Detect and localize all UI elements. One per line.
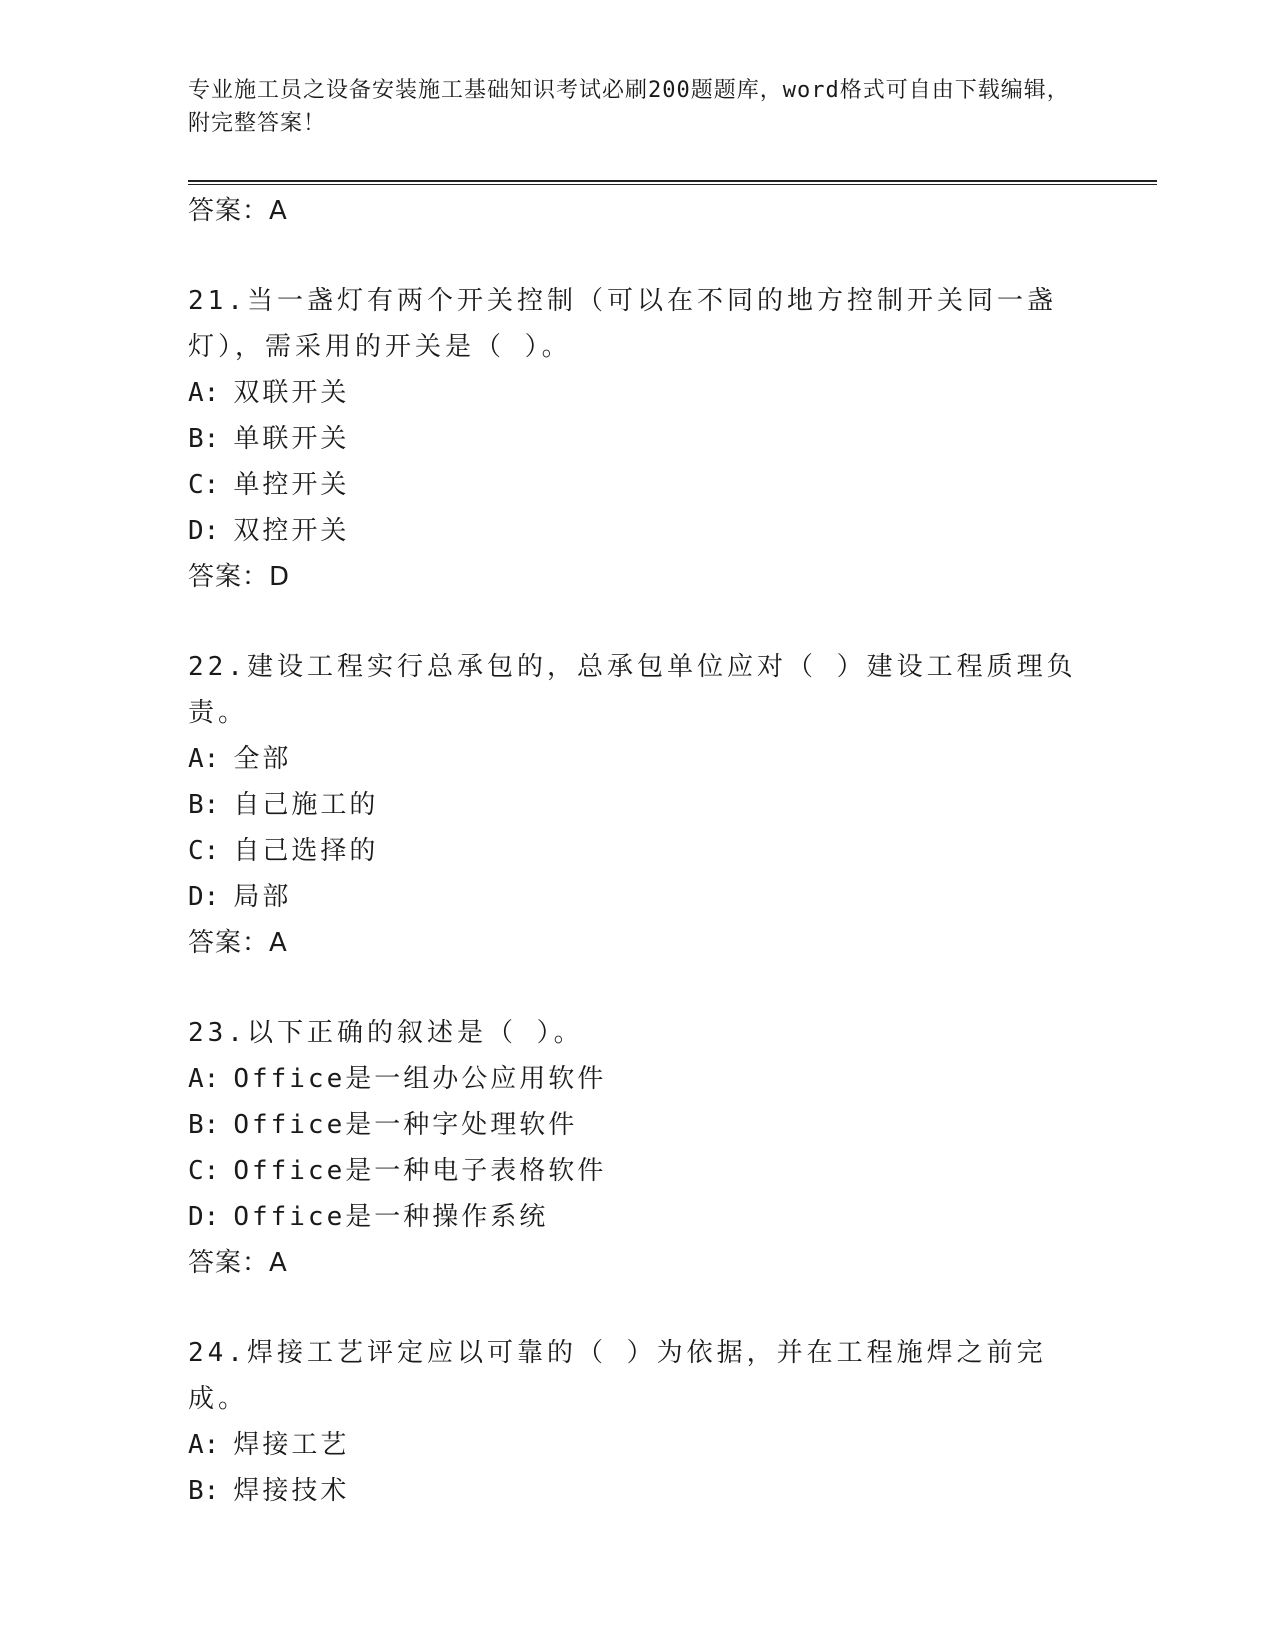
option-key: A: (188, 378, 220, 408)
option-key: D: (188, 882, 220, 912)
option-a (188, 370, 1088, 416)
question-text: 23.以下正确的叙述是（ ）。 (188, 1018, 584, 1048)
option-text: 双控开关 (233, 516, 350, 546)
option-text: 单控开关 (233, 470, 350, 500)
option-text: Office是一种操作系统 (233, 1202, 549, 1232)
option-key: A: (188, 1064, 220, 1094)
option-d (188, 874, 1088, 920)
option-text: 焊接工艺 (233, 1430, 350, 1460)
option-text: Office是一种字处理软件 (233, 1110, 578, 1140)
option-key: C: (188, 836, 220, 866)
option-text: 焊接技术 (233, 1476, 350, 1506)
option-a (188, 736, 1088, 782)
option-text: Office是一组办公应用软件 (233, 1064, 607, 1094)
option-b (188, 1102, 1088, 1148)
header-divider-thin (188, 184, 1157, 185)
answer: 答案：A (188, 1248, 288, 1278)
question-23 (188, 1010, 1088, 1286)
question-text: 21.当一盏灯有两个开关控制（可以在不同的地方控制开关同一盏灯），需采用的开关是（ ）。 (188, 286, 1057, 362)
option-key: C: (188, 470, 220, 500)
option-key: B: (188, 1476, 220, 1506)
question-text: 22.建设工程实行总承包的，总承包单位应对（ ）建设工程质理负责。 (188, 652, 1077, 728)
question-24 (188, 1330, 1088, 1514)
option-d (188, 508, 1088, 554)
option-text: 双联开关 (233, 378, 350, 408)
document-header (188, 74, 1088, 140)
previous-answer: 答案：A (188, 196, 288, 226)
header-divider (188, 180, 1157, 182)
option-d (188, 1194, 1088, 1240)
document-title: 专业施工员之设备安装施工基础知识考试必刷200题题库，word格式可自由下载编辑，附完整答案！ (188, 78, 1070, 136)
answer: 答案：A (188, 928, 288, 958)
option-key: D: (188, 1202, 220, 1232)
option-c (188, 1148, 1088, 1194)
option-text: Office是一种电子表格软件 (233, 1156, 607, 1186)
document-body (188, 188, 1088, 1514)
option-b (188, 416, 1088, 462)
question-text: 24.焊接工艺评定应以可靠的（ ）为依据，并在工程施焊之前完成。 (188, 1338, 1047, 1414)
option-text: 自己施工的 (233, 790, 379, 820)
option-b (188, 1468, 1088, 1514)
option-key: B: (188, 424, 220, 454)
option-b (188, 782, 1088, 828)
option-text: 全部 (233, 744, 292, 774)
option-key: D: (188, 516, 220, 546)
option-key: B: (188, 790, 220, 820)
option-text: 局部 (233, 882, 292, 912)
option-key: A: (188, 744, 220, 774)
answer: 答案：D (188, 562, 291, 592)
question-22 (188, 644, 1088, 966)
option-key: A: (188, 1430, 220, 1460)
option-a (188, 1422, 1088, 1468)
option-text: 自己选择的 (233, 836, 379, 866)
option-c (188, 828, 1088, 874)
option-key: B: (188, 1110, 220, 1140)
option-key: C: (188, 1156, 220, 1186)
question-21 (188, 278, 1088, 600)
option-text: 单联开关 (233, 424, 350, 454)
option-c (188, 462, 1088, 508)
option-a (188, 1056, 1088, 1102)
